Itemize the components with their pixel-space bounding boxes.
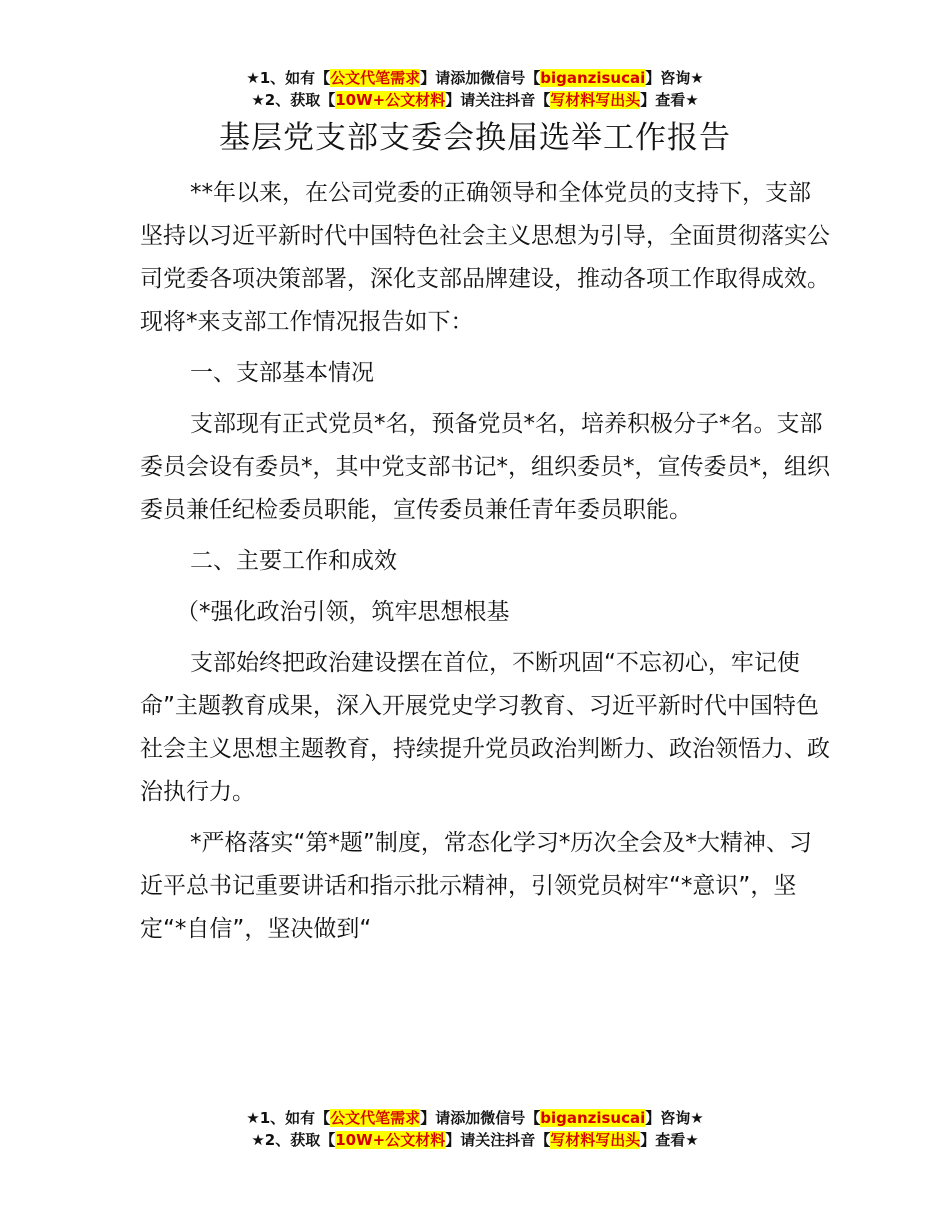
banner-text: 】查看★ xyxy=(640,1131,699,1149)
banner-line-1 xyxy=(0,1107,950,1129)
banner-highlight: biganzisucai xyxy=(540,1109,646,1127)
banner-text: 】请添加微信号【 xyxy=(420,69,541,87)
banner-text: 】请关注抖音【 xyxy=(445,1131,551,1149)
subsection-heading-1: （*强化政治引领，筑牢思想根基 xyxy=(176,599,510,625)
banner-highlight: 公文代笔需求 xyxy=(330,69,421,87)
banner-text: 】查看★ xyxy=(640,91,699,109)
banner-text: ★1、如有【 xyxy=(246,69,331,87)
banner-highlight: 10W+公文材料 xyxy=(335,91,446,109)
banner-line-2 xyxy=(0,1129,950,1151)
banner-highlight: biganzisucai xyxy=(540,69,646,87)
document-body xyxy=(140,172,830,959)
banner-text: 】咨询★ xyxy=(645,69,704,87)
header-banner xyxy=(0,67,950,111)
footer-banner xyxy=(0,1107,950,1151)
banner-highlight: 写材料写出头 xyxy=(550,1131,641,1149)
banner-text: 】咨询★ xyxy=(645,1109,704,1127)
section-heading-1: 一、支部基本情况 xyxy=(190,360,374,386)
banner-line-1 xyxy=(0,67,950,89)
document-title: 基层党支部支委会换届选举工作报告 xyxy=(219,120,731,156)
section-heading-2: 二、主要工作和成效 xyxy=(190,548,397,574)
banner-highlight: 写材料写出头 xyxy=(550,91,641,109)
banner-highlight: 10W+公文材料 xyxy=(335,1131,446,1149)
banner-highlight: 公文代笔需求 xyxy=(330,1109,421,1127)
paragraph-political: 支部始终把政治建设摆在首位，不断巩固“不忘初心，牢记使命”主题教育成果，深入开展党史学习教育、习近平新时代中国特色社会主义思想主题教育，持续提升党员政治判断力、政治领悟力、政治执行力。 xyxy=(140,650,830,805)
paragraph-basic-info: 支部现有正式党员*名，预备党员*名，培养积极分子*名。支部委员会设有委员*，其中党支部书记*，组织委员*，宣传委员*，组织委员兼任纪检委员职能，宣传委员兼任青年委员职能。 xyxy=(140,411,830,523)
banner-text: 】请添加微信号【 xyxy=(420,1109,541,1127)
banner-text: 】请关注抖音【 xyxy=(445,91,551,109)
paragraph-study: *严格落实“第*题”制度，常态化学习*历次全会及*大精神、习近平总书记重要讲话和指示批示精神，引领党员树牢“*意识”，坚定“*自信”，坚决做到“ xyxy=(140,830,812,942)
banner-text: ★2、获取【 xyxy=(251,1131,336,1149)
banner-text: ★2、获取【 xyxy=(251,91,336,109)
banner-text: ★1、如有【 xyxy=(246,1109,331,1127)
banner-line-2 xyxy=(0,89,950,111)
paragraph-intro: **年以来，在公司党委的正确领导和全体党员的支持下，支部坚持以习近平新时代中国特色社会主义思想为引导，全面贯彻落实公司党委各项决策部署，深化支部品牌建设，推动各项工作取得成效。现将*来支部工作情况报告如下： xyxy=(140,180,830,335)
